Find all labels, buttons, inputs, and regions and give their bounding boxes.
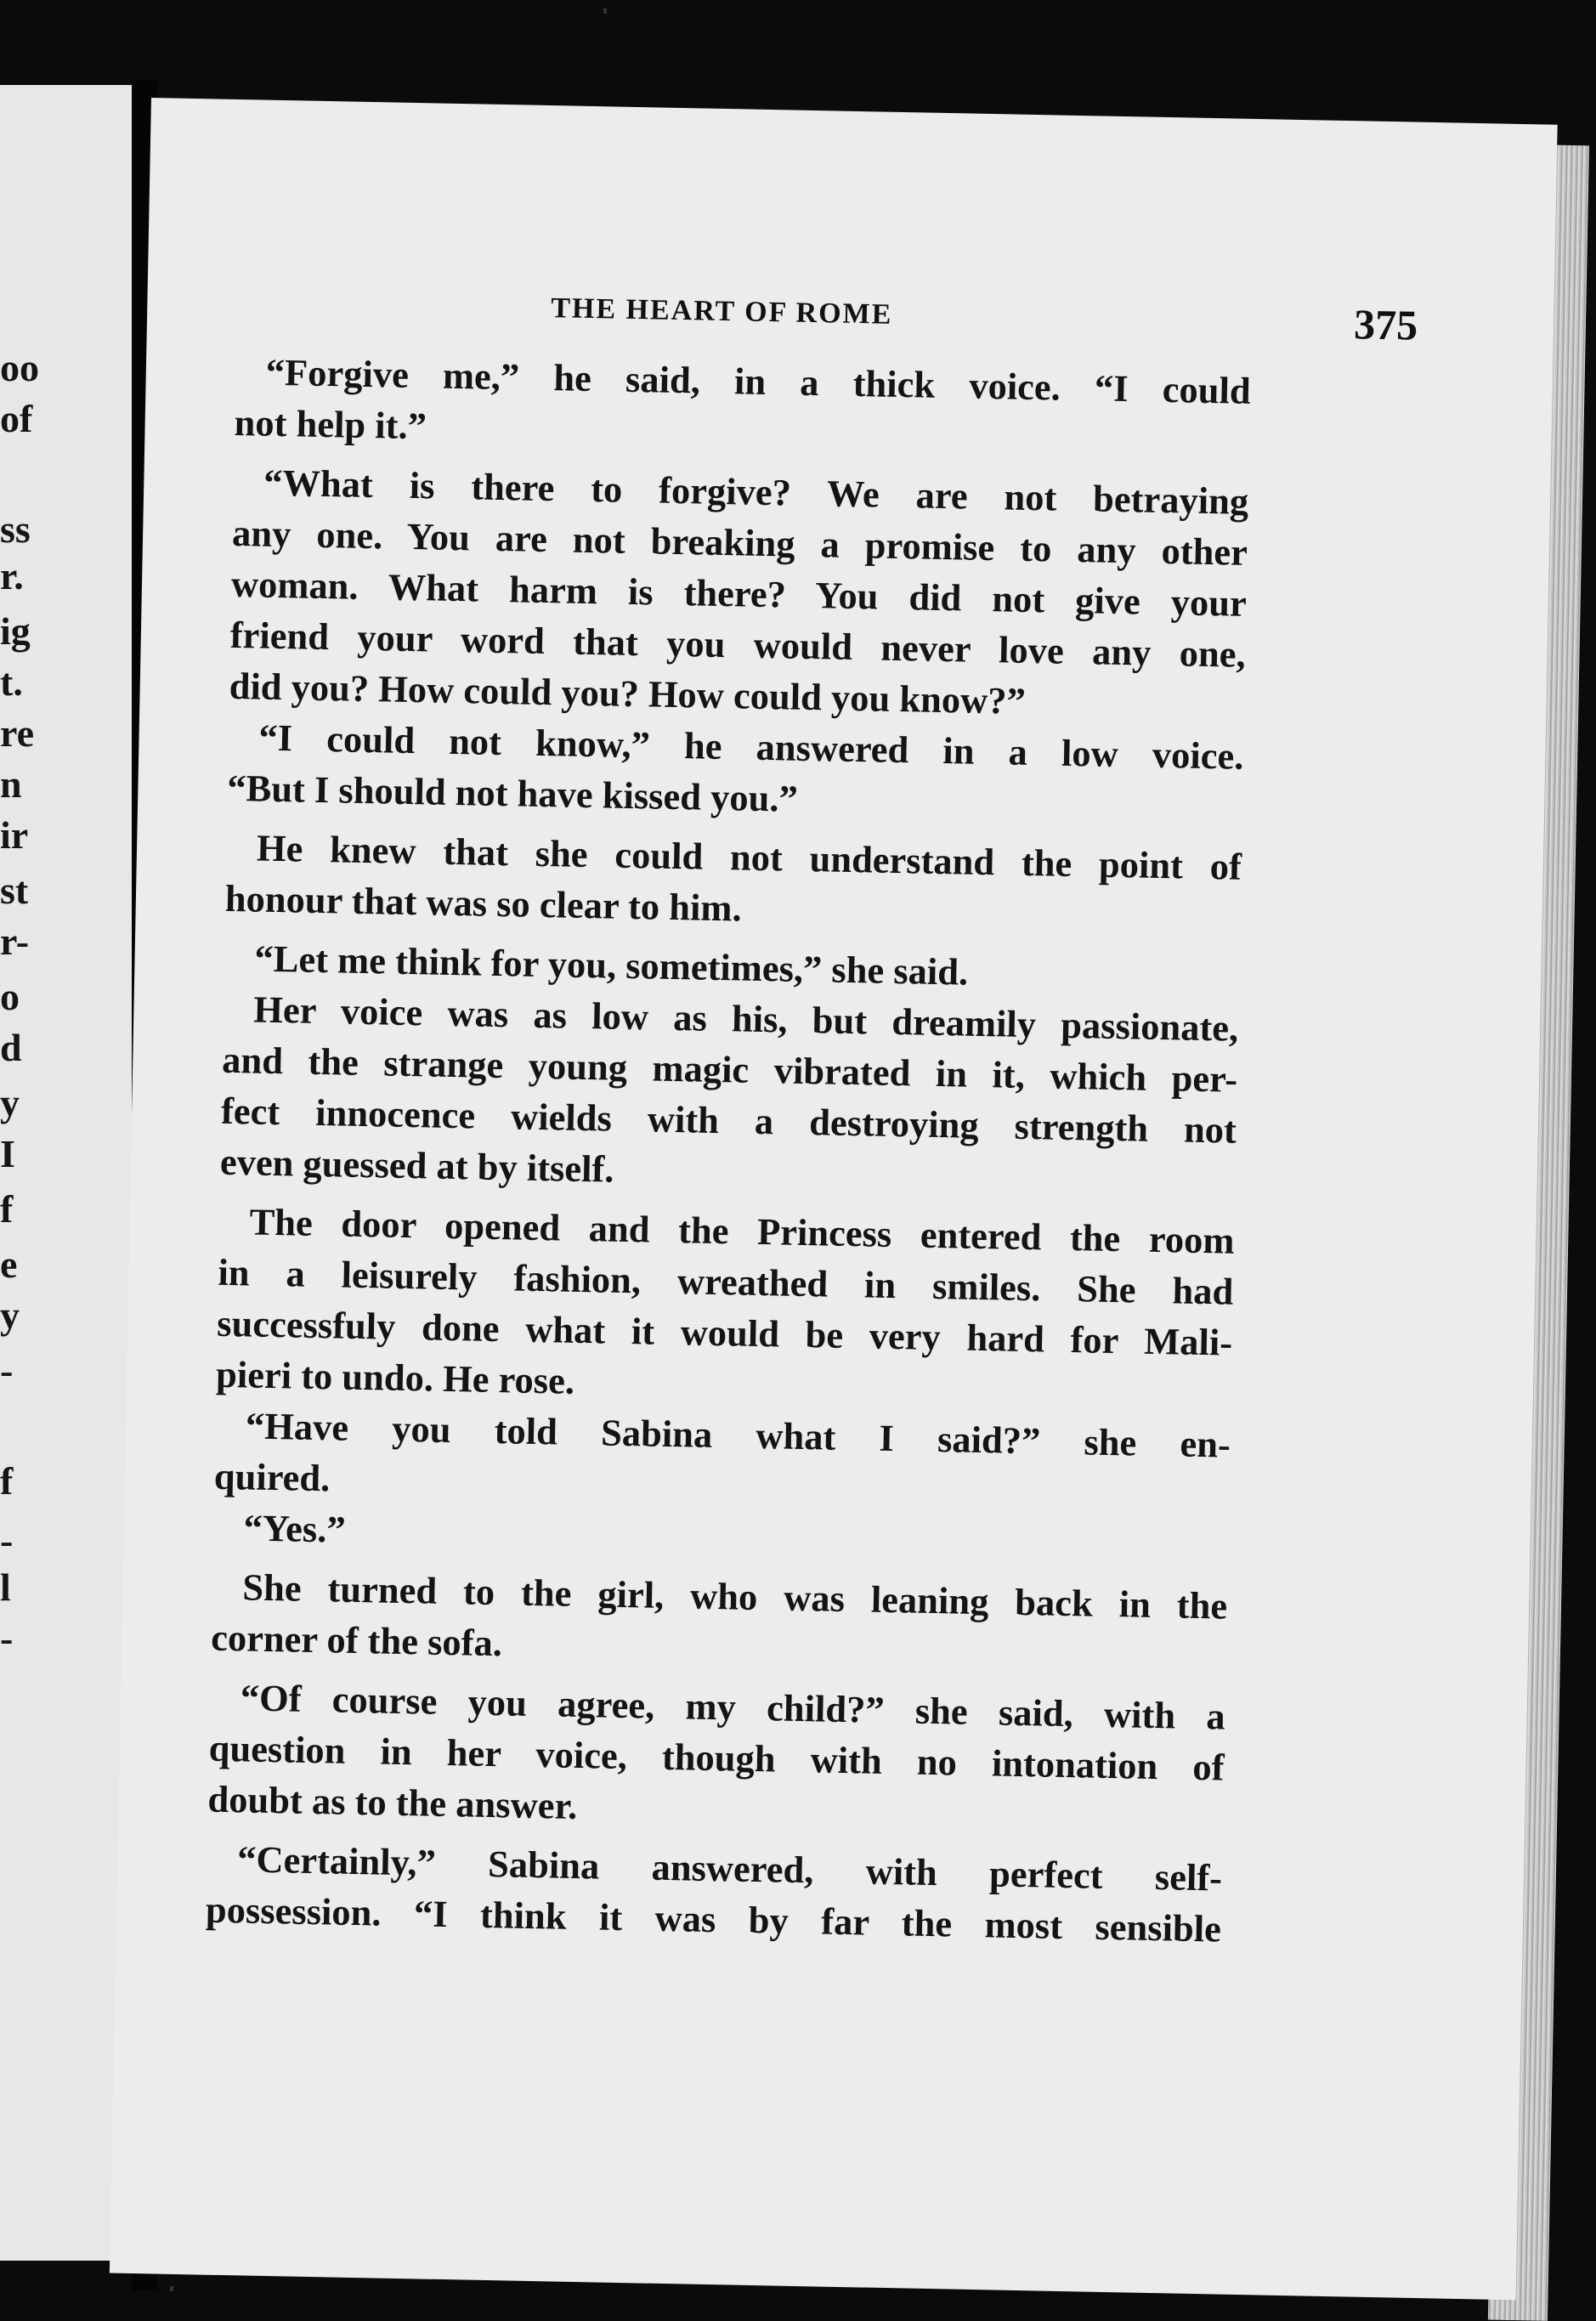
left-fragment: r- [0, 920, 30, 963]
running-head [551, 284, 1469, 353]
left-fragment: oo [0, 346, 39, 389]
text-line: honour that was so clear to him. [224, 876, 743, 930]
left-fragment: ss [0, 507, 31, 551]
text-line: “I could not know,” he answered in a low voice. [258, 716, 1244, 778]
text-line: corner of the sofa. [210, 1616, 503, 1665]
left-fragment: ig [0, 609, 31, 653]
text-line: did you? How could you? How could you know?” [229, 664, 1027, 722]
text-line: any one. You are not breaking a promise to any other [231, 511, 1248, 574]
text-line: woman. What harm is there? You did not give your [230, 562, 1248, 625]
book-page [110, 98, 1558, 2300]
left-fragment: - [0, 1519, 14, 1562]
left-fragment: y [0, 1081, 20, 1124]
text-line: possession. “I think it was by far the most sensible [205, 1888, 1222, 1950]
text-line: “Have you told Sabina what I said?” she en- [245, 1404, 1231, 1466]
text-line: even guessed at by itself. [219, 1140, 614, 1191]
running-title: THE HEART OF ROME [550, 292, 893, 331]
left-fragment: ir [0, 813, 29, 857]
text-line: “But I should not have kissed you.” [226, 766, 799, 820]
left-fragment: n [0, 762, 22, 806]
left-fragment: o [0, 975, 20, 1018]
text-line: doubt as to the answer. [207, 1777, 578, 1827]
left-fragment: y [0, 1294, 20, 1337]
text-line: quired. [213, 1454, 331, 1500]
text-line: “Forgive me,” he said, in a thick voice. “I could [265, 350, 1252, 412]
dust-speck [603, 8, 607, 14]
text-line: pieri to undo. He rose. [215, 1352, 575, 1402]
text-line: The door opened and the Princess entered the room [249, 1200, 1235, 1262]
dust-speck [170, 2286, 173, 2291]
body-text [206, 346, 1252, 1955]
left-fragment: I [0, 1132, 15, 1175]
left-fragment: f [0, 1187, 14, 1231]
text-line: fect innocence wields with a destroying strength not [220, 1089, 1237, 1152]
left-fragment: - [0, 1616, 14, 1660]
text-line: He knew that she could not understand the point of [256, 826, 1242, 888]
left-fragment: f [0, 1459, 14, 1503]
text-line: “Yes.” [243, 1506, 347, 1551]
left-page-edge [0, 85, 132, 2261]
text-line: successfuly done what it would be very hard for Mali- [216, 1301, 1233, 1364]
left-fragment: d [0, 1026, 22, 1069]
text-line: question in her voice, though with no intonation of [208, 1726, 1225, 1789]
text-line: and the strange young magic vibrated in it, which per- [221, 1038, 1238, 1101]
text-line: She turned to the girl, who was leaning back in the [241, 1565, 1228, 1628]
left-fragment: t. [0, 660, 23, 704]
text-line: “Of course you agree, my child?” she said, with a [240, 1676, 1226, 1738]
text-line: friend your word that you would never love any one, [229, 613, 1247, 676]
left-fragment: of [0, 397, 33, 440]
text-line: Her voice was as low as his, but dreamily passionate, [252, 988, 1239, 1050]
text-line: not help it.” [234, 400, 427, 448]
text-line: in a leisurely fashion, wreathed in smiles. She had [218, 1250, 1234, 1313]
left-fragment: - [0, 1349, 14, 1392]
text-line: “What is there to forgive? We are not betraying [263, 461, 1249, 523]
left-fragment: e [0, 1243, 18, 1286]
page-number: 375 [1353, 300, 1418, 349]
left-fragment: l [0, 1565, 11, 1609]
text-line: “Certainly,” Sabina answered, with perfect self- [236, 1837, 1223, 1899]
left-fragment: r. [0, 554, 24, 597]
text-line: “Let me think for you, sometimes,” she said. [254, 937, 969, 994]
left-fragment: re [0, 711, 35, 755]
left-fragment: st [0, 869, 29, 912]
